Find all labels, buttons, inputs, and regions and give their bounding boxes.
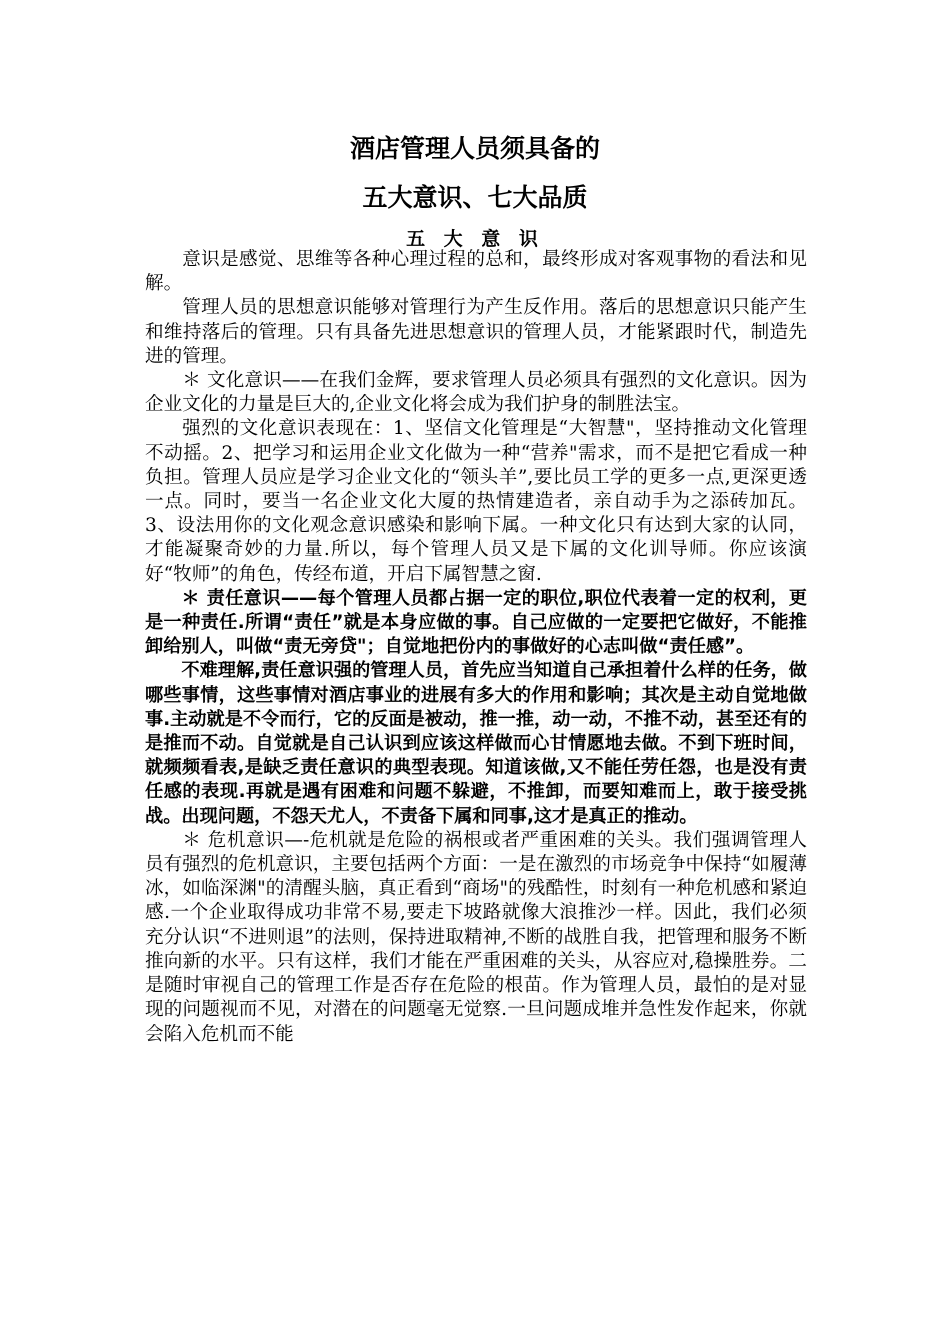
section-heading: 五 大 意 识 — [406, 228, 544, 250]
paragraph-intro: 管理人员的思想意识能够对管理行为产生反作用。落后的思想意识只能产生和维持落后的管理。只有具备先进思想意识的管理人员，才能紧跟时代，制造先进的管理。 — [145, 297, 807, 367]
paragraph-definition: 意识是感觉、思维等各种心理过程的总和，最终形成对客观事物的看法和见解。 — [145, 249, 807, 295]
paragraph-culture-awareness: ＊ 文化意识——在我们金辉，要求管理人员必须具有强烈的文化意识。因为企业文化的力量是巨大的,企业文化将会成为我们护身的制胜法宝。 — [145, 370, 807, 416]
paragraph-responsibility-awareness: ＊ 责任意识——每个管理人员都占据一定的职位,职位代表着一定的权利，更是一种责任.所谓“责任”就是本身应做的事。自己应做的一定要把它做好，不能推卸给别人，叫做“责无旁贷"；自觉地把份内的事做好的心志叫做“责任感”。 — [145, 587, 807, 658]
paragraph-crisis-awareness: ＊ 危机意识—-危机就是危险的祸根或者严重困难的关头。我们强调管理人员有强烈的危机意识，主要包括两个方面：一是在激烈的市场竞争中保持“如履薄冰，如临深渊"的清醒头脑，真正看到“商场"的残酷性，时刻有一种危机感和紧迫感.一个企业取得成功非常不易,要走下坡路就像大浪推沙一样。因此，我们必须充分认识“不进则退”的法则，保持进取精神,不断的战胜自我，把管理和服务不断推向新的水平。只有这样，我们才能在严重困难的关头，从容应对,稳操胜券。二是随时审视自己的管理工作是否存在危险的根苗。作为管理人员，最怕的是对显现的问题视而不见，对潜在的问题毫无觉察.一旦问题成堆并急性发作起来，你就会陷入危机而不能 — [145, 829, 807, 1045]
document-title-line1: 酒店管理人员须具备的 — [349, 134, 600, 163]
document-title-line2: 五大意识、七大品质 — [362, 183, 588, 212]
document-body — [145, 248, 807, 1047]
paragraph-responsibility-details: 不难理解,责任意识强的管理人员，首先应当知道自己承担着什么样的任务，做哪些事情，这些事情对酒店事业的进展有多大的作用和影响；其次是主动自觉地做事.主动就是不令而行，它的反面是被动，推一推，动一动，不推不动，甚至还有的是推而不动。自觉就是自己认识到应该这样做而心甘情愿地去做。不到下班时间，就频频看表,是缺乏责任意识的典型表现。知道该做,又不能任劳任怨，也是没有责任感的表现.再就是遇有困难和问题不躲避，不推卸，而要知难而上，敢于接受挑战。出现问题，不怨天尤人，不责备下属和同事,这才是真正的推动。 — [145, 660, 807, 827]
paragraph-culture-details: 强烈的文化意识表现在：1、坚信文化管理是“大智慧"，坚持推动文化管理不动摇。2、把学习和运用企业文化做为一种“营养"需求，而不是把它看成一种负担。管理人员应是学习企业文化的“领头羊”,要比员工学的更多一点,更深更透一点。同时，要当一名企业文化大厦的热情建造者，亲自动手为之添砖加瓦。3、设法用你的文化观念意识感染和影响下属。一种文化只有达到大家的认同，才能凝聚奇妙的力量.所以，每个管理人员又是下属的文化训导师。你应该演好“牧师”的角色，传经布道，开启下属智慧之窗. — [145, 418, 807, 585]
